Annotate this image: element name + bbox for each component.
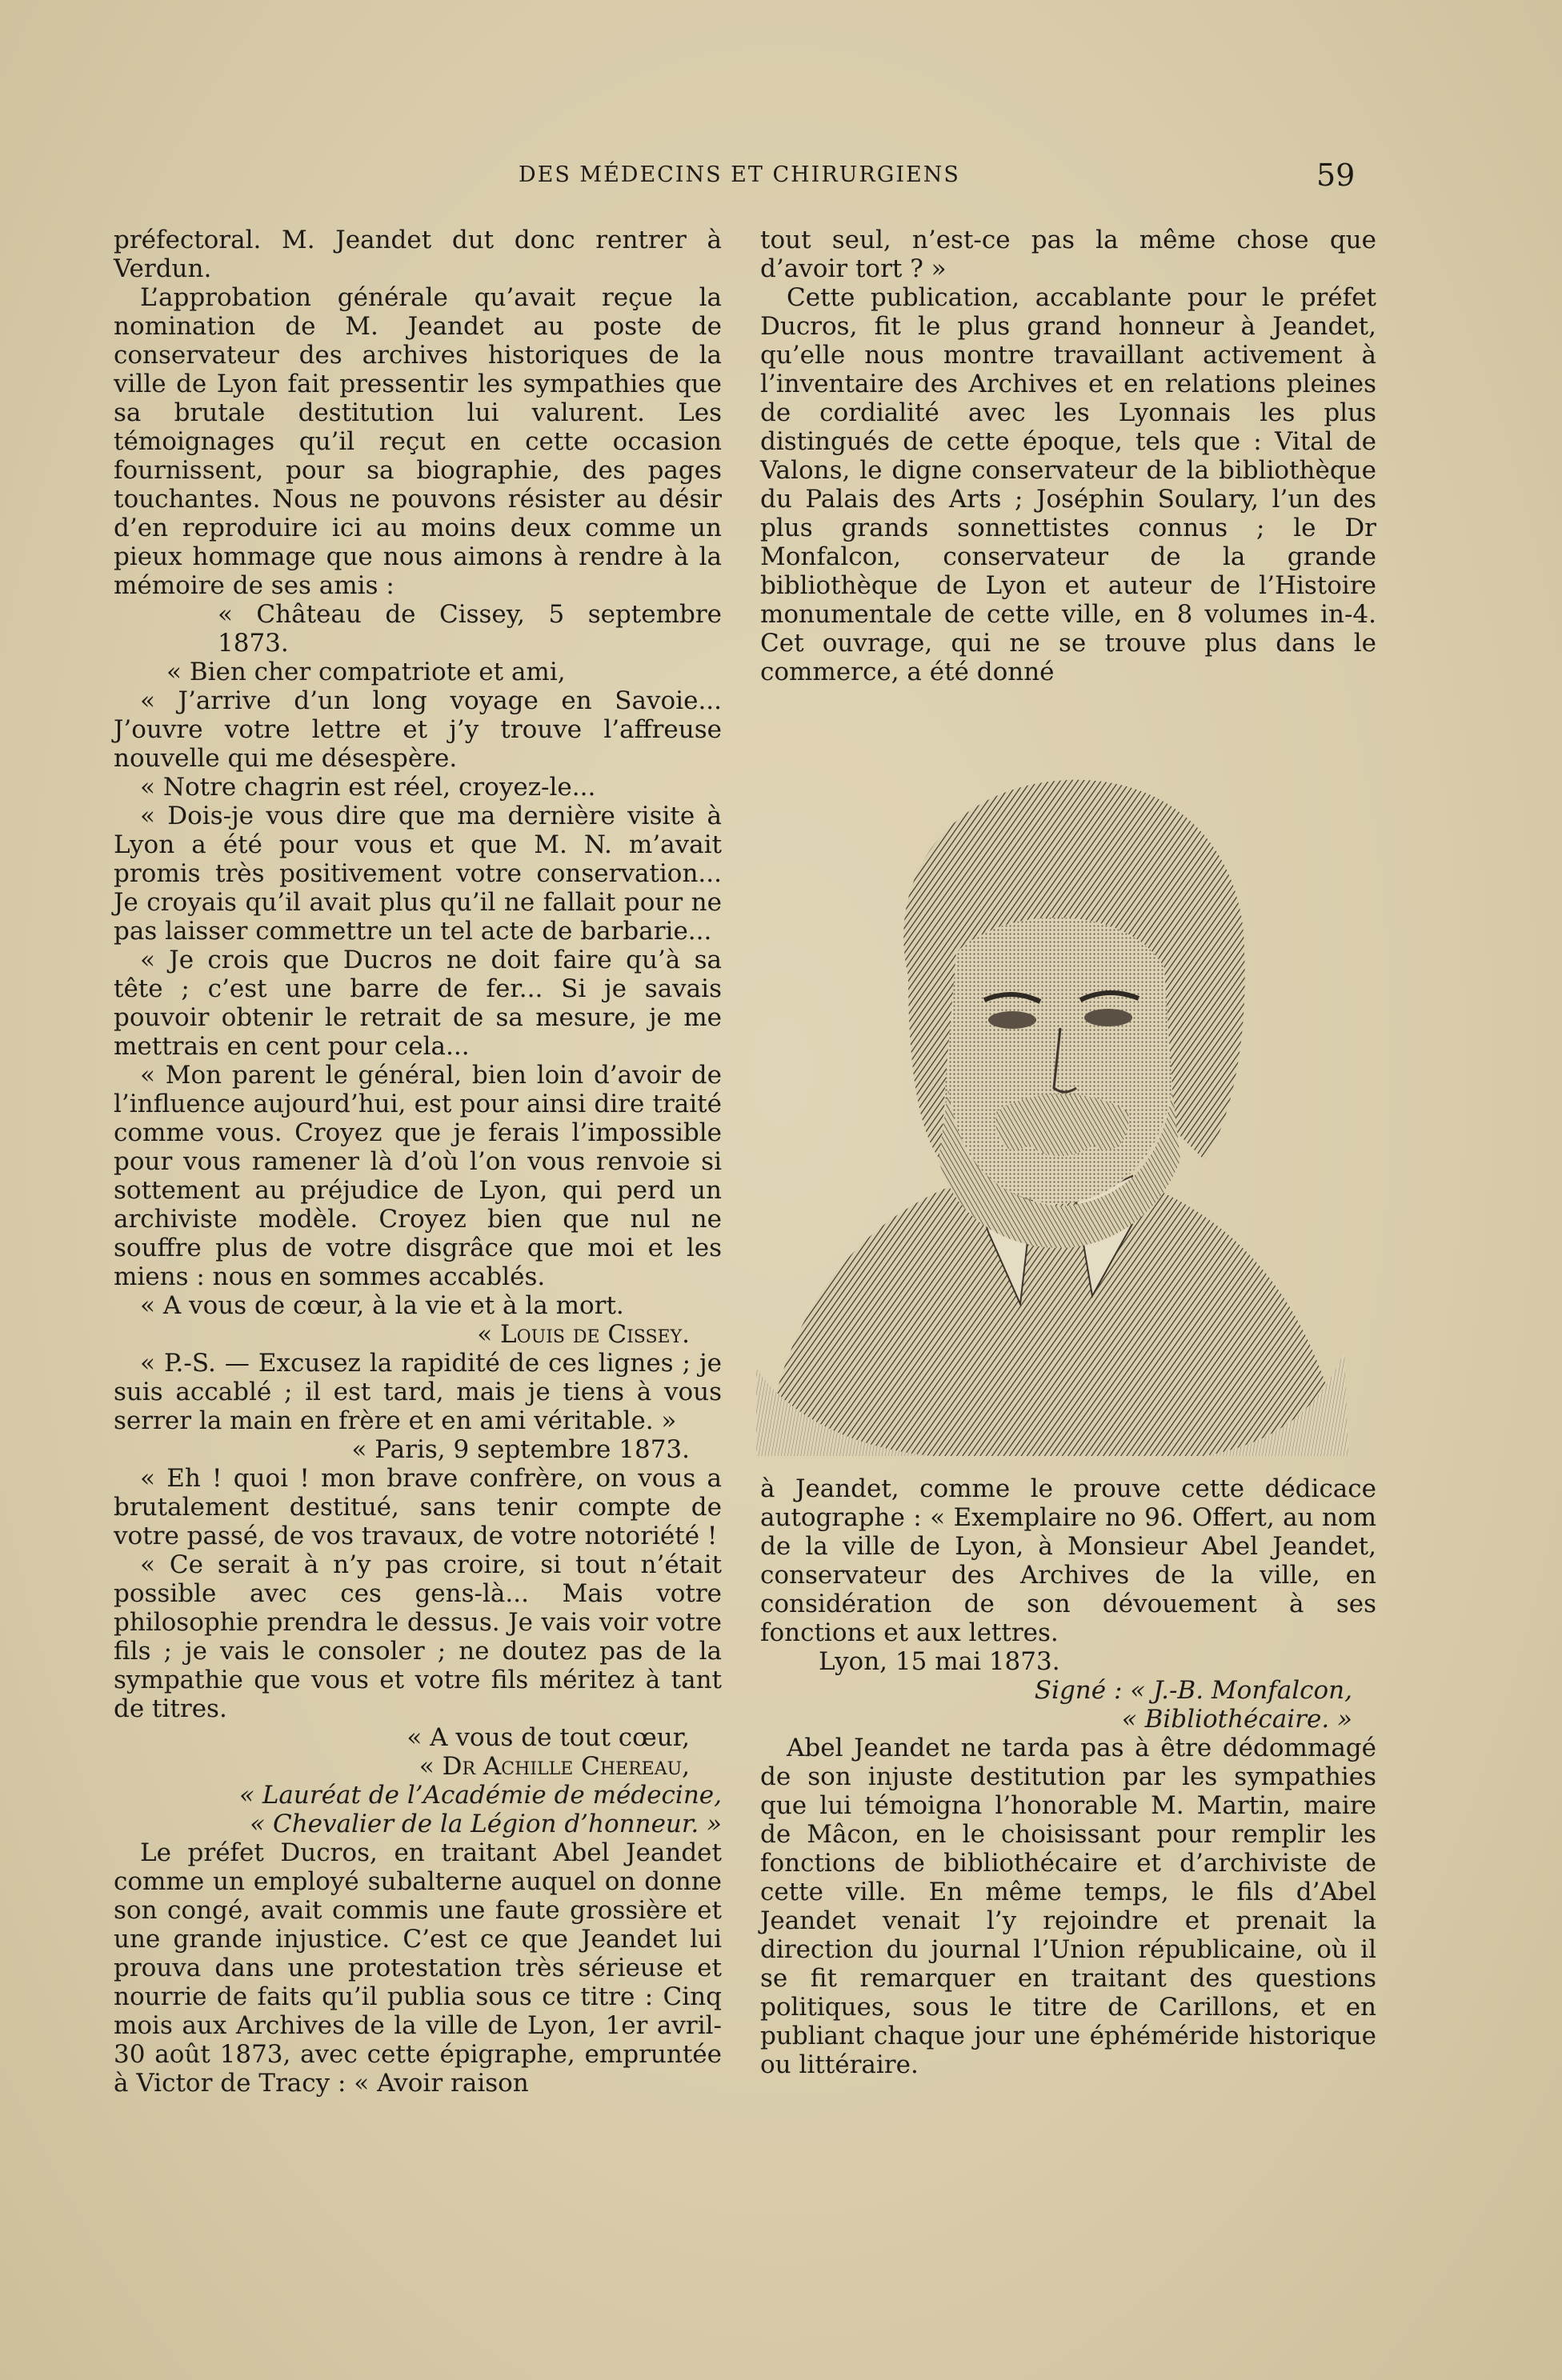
signature-title: « Chevalier de la Légion d’honneur. »	[250, 1810, 722, 1838]
paragraph: à Jeandet, comme le prouve cette dédicace autographe : « Exemplaire no 96. Offert, au nom de la ville de Lyon, à Monsieur Abel Jeandet, conservateur des Archives de la ville, en considération de son dévouement à ses fonctions et aux lettres.	[760, 1474, 1376, 1647]
paragraph: préfectoral. M. Jeandet dut donc rentrer à Verdun.	[114, 226, 722, 283]
letter-paragraph: « J’arrive d’un long voyage en Savoie... J’ouvre votre lettre et j’y trouve l’affreuse nouvelle qui me désespère.	[114, 686, 722, 773]
paragraph: Abel Jeandet ne tarda pas à être dédommagé de son injuste destitution par les sympathies que lui témoigna l’honorable M. Martin, maire de Mâcon, en le choisissant pour remplir les fonctions de bibliothécaire et d’archiviste de cette ville. En même temps, le fils d’Abel Jeandet venait l’y rejoindre et prenait la direction du journal l’Union républicaine, où il se fit remarquer en traitant des questions politiques, sous le titre de Carillons, et en publiant chaque jour une éphéméride historique ou littéraire.	[760, 1734, 1376, 2079]
paragraph: L’approbation générale qu’avait reçue la nomination de M. Jeandet au poste de conservateur des archives historiques de la ville de Lyon fait pressentir les sympathies que sa brutale destitution lui valurent. Les témoignages qu’il reçut en cette occasion fournissent, pour sa biographie, des pages touchantes. Nous ne pouvons résister au désir d’en reproduire ici au moins deux comme un pieux hommage que nous aimons à rendre à la mémoire de ses amis :	[114, 283, 722, 600]
letter-salutation: « Bien cher compatriote et ami,	[166, 658, 566, 686]
letter-closing: « A vous de cœur, à la vie et à la mort.	[140, 1291, 624, 1320]
letter-dateline: « Paris, 9 septembre 1873.	[351, 1435, 690, 1464]
letter-closing: « A vous de tout cœur,	[407, 1723, 690, 1752]
letter-paragraph: « Dois-je vous dire que ma dernière visite à Lyon a été pour vous et que M. N. m’avait promis très positivement votre conservation... Je croyais qu’il avait plus qu’il ne fallait pour ne pas laisser commettre un tel acte de barbarie...	[114, 802, 722, 946]
letter-signature: « Louis de Cissey.	[477, 1320, 690, 1349]
page-header	[0, 158, 1562, 194]
left-column	[114, 226, 722, 2098]
dedication-title: « Bibliothécaire. »	[1121, 1705, 1352, 1734]
page-number: 59	[1316, 158, 1356, 193]
letter-paragraph: « Notre chagrin est réel, croyez-le...	[140, 773, 596, 802]
paragraph: Le préfet Ducros, en traitant Abel Jeandet comme un employé subalterne auquel on donne son congé, avait commis une faute grossière et une grande injustice. C’est ce que Jeandet lui prouva dans une protestation très sérieuse et nourrie de faits qu’il publia sous ce titre : Cinq mois aux Archives de la ville de Lyon, 1er avril-30 août 1873, avec cette épigraphe, empruntée à Victor de Tracy : « Avoir raison	[114, 1838, 722, 2098]
dedication-dateline: Lyon, 15 mai 1873.	[819, 1647, 1060, 1676]
letter-postscript: « P.-S. — Excusez la rapidité de ces lignes ; je suis accablé ; il est tard, mais je tiens à vous serrer la main en frère et en ami véritable. »	[114, 1349, 722, 1435]
paragraph: Cette publication, accablante pour le préfet Ducros, fit le plus grand honneur à Jeandet, qu’elle nous montre travaillant activement à l’inventaire des Archives et en relations pleines de cordialité avec les Lyonnais les plus distingués de cette époque, tels que : Vital de Valons, le digne conservateur de la bibliothèque du Palais des Arts ; Joséphin Soulary, l’un des plus grands sonnettistes connus ; le Dr Monfalcon, conservateur de la grande bibliothèque de Lyon et auteur de l’Histoire monumentale de cette ville, en 8 volumes in-4. Cet ouvrage, qui ne se trouve plus dans le commerce, a été donné	[760, 283, 1376, 686]
letter-paragraph: « Ce serait à n’y pas croire, si tout n’était possible avec ces gens-là... Mais votre philosophie prendra le dessus. Je vais voir votre fils ; je vais le consoler ; ne doutez pas de la sympathie que vous et votre fils méritez à tant de titres.	[114, 1550, 722, 1723]
engraved-portrait-icon	[756, 712, 1348, 1456]
letter-dateline: « Château de Cissey, 5 septembre 1873.	[218, 600, 722, 658]
letter-paragraph: « Eh ! quoi ! mon brave confrère, on vous a brutalement destitué, sans tenir compte de votre passé, de vos travaux, de votre notoriété !	[114, 1464, 722, 1550]
right-column-top	[760, 226, 1376, 686]
paragraph: tout seul, n’est-ce pas la même chose que d’avoir tort ? »	[760, 226, 1376, 283]
letter-paragraph: « Mon parent le général, bien loin d’avoir de l’influence aujourd’hui, est pour ainsi dire traité comme vous. Croyez que je ferais l’impossible pour vous ramener là d’où l’on vous renvoie si sottement au préjudice de Lyon, qui perd un archiviste modèle. Croyez bien que nul ne souffre plus de votre disgrâce que moi et les miens : nous en sommes accablés.	[114, 1061, 722, 1291]
running-title: DES MÉDECINS ET CHIRURGIENS	[519, 162, 960, 187]
letter-signature: « Dr Achille Chereau,	[419, 1752, 690, 1781]
signature-title: « Lauréat de l’Académie de médecine,	[239, 1781, 722, 1810]
letter-paragraph: « Je crois que Ducros ne doit faire qu’à sa tête ; c’est une barre de fer... Si je savais pouvoir obtenir le retrait de sa mesure, je me mettrais en cent pour cela...	[114, 946, 722, 1061]
dedication-signature: Signé : « J.-B. Monfalcon,	[1034, 1676, 1352, 1705]
right-column-bottom	[760, 1474, 1376, 2079]
